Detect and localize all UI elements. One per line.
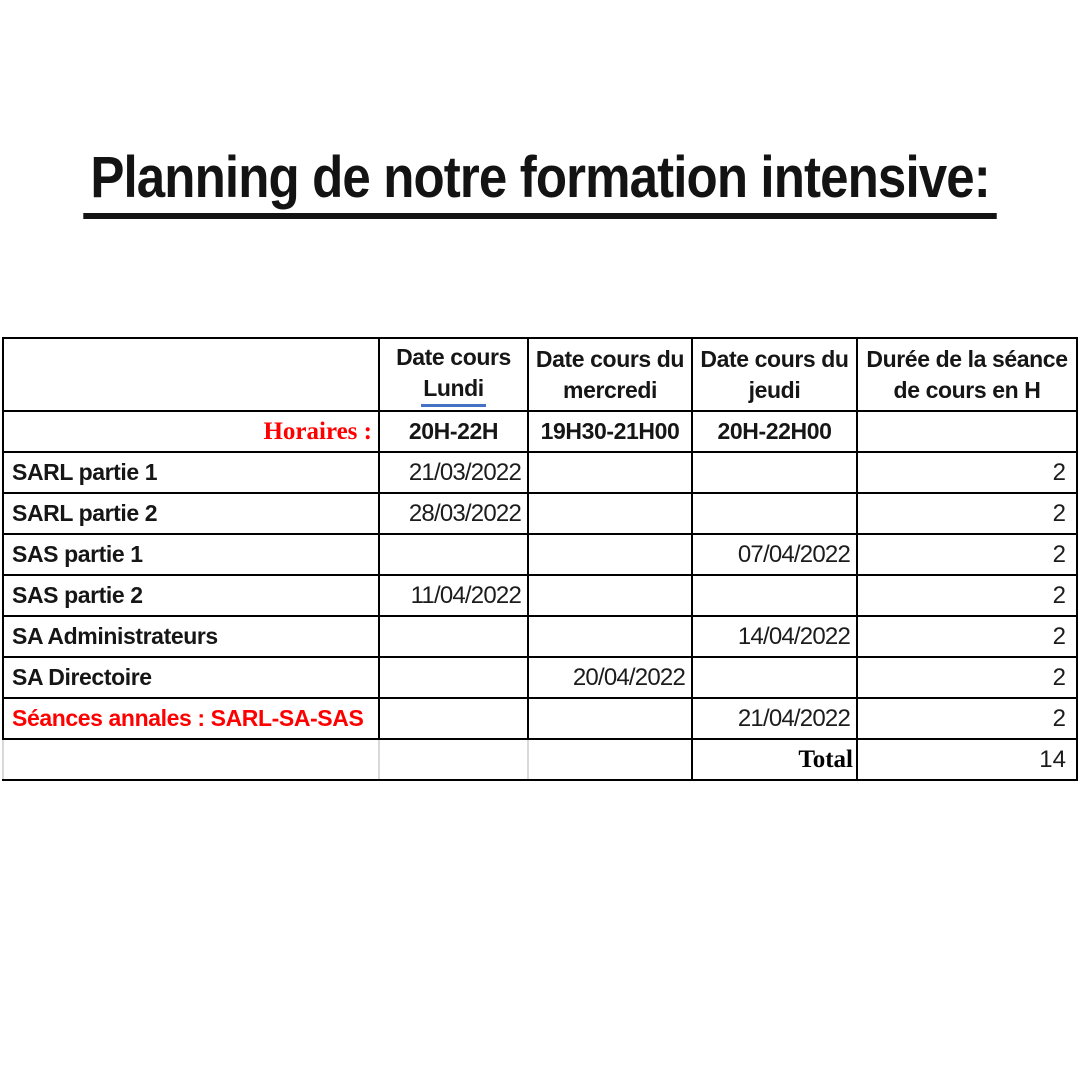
duree-value: 2 (857, 452, 1077, 493)
date-lundi: 11/04/2022 (379, 575, 528, 616)
column-header-duree-line2: de cours en H (893, 376, 1041, 403)
column-header-jeudi-line1: Date cours du (700, 345, 849, 372)
date-lundi: 28/03/2022 (379, 493, 528, 534)
row-label: SARL partie 2 (3, 493, 379, 534)
date-mercredi (528, 575, 692, 616)
table-row-seances-annales (3, 698, 1077, 739)
duree-value: 2 (857, 657, 1077, 698)
table-row-sa-directoire (3, 657, 1077, 698)
row-label: SA Administrateurs (3, 616, 379, 657)
date-jeudi: 07/04/2022 (692, 534, 857, 575)
date-jeudi (692, 575, 857, 616)
column-header-duree-line1: Durée de la séance (866, 345, 1068, 372)
date-mercredi (528, 616, 692, 657)
row-label: SAS partie 1 (3, 534, 379, 575)
date-jeudi (692, 452, 857, 493)
column-header-lundi (379, 338, 528, 411)
horaires-duree-empty (857, 411, 1077, 452)
table-row-sarl-partie-1 (3, 452, 1077, 493)
duree-value: 2 (857, 616, 1077, 657)
total-empty-3 (528, 739, 692, 780)
duree-value: 2 (857, 575, 1077, 616)
date-lundi (379, 657, 528, 698)
row-label: SA Directoire (3, 657, 379, 698)
planning-table (2, 337, 1078, 781)
date-lundi (379, 698, 528, 739)
total-label: Total (692, 739, 857, 780)
total-value: 14 (857, 739, 1077, 780)
column-header-jeudi (692, 338, 857, 411)
table-row-sas-partie-2 (3, 575, 1077, 616)
date-lundi (379, 534, 528, 575)
table-row-sas-partie-1 (3, 534, 1077, 575)
column-header-lundi-line1: Date cours (396, 344, 511, 370)
header-row (3, 338, 1077, 411)
horaires-jeudi: 20H-22H00 (692, 411, 857, 452)
row-label: Séances annales : SARL-SA-SAS (3, 698, 379, 739)
date-mercredi (528, 493, 692, 534)
date-mercredi (528, 698, 692, 739)
table-row-sa-administrateurs (3, 616, 1077, 657)
row-label: SAS partie 2 (3, 575, 379, 616)
date-mercredi: 20/04/2022 (528, 657, 692, 698)
date-lundi: 21/03/2022 (379, 452, 528, 493)
date-lundi (379, 616, 528, 657)
column-header-duree (857, 338, 1077, 411)
total-empty-1 (3, 739, 379, 780)
duree-value: 2 (857, 493, 1077, 534)
duree-value: 2 (857, 698, 1077, 739)
column-header-mercredi-line1: Date cours du (535, 345, 685, 372)
total-row (3, 739, 1077, 780)
column-header-jeudi-line2: jeudi (748, 376, 801, 403)
duree-value: 2 (857, 534, 1077, 575)
column-header-lundi-line2: Lundi (421, 373, 486, 407)
horaires-row (3, 411, 1077, 452)
page-title: Planning de notre formation intensive: (83, 144, 997, 219)
column-header-empty (3, 338, 379, 411)
column-header-mercredi-line2: mercredi (563, 376, 657, 403)
horaires-lundi: 20H-22H (379, 411, 528, 452)
page-title-container (0, 144, 1080, 219)
date-jeudi (692, 493, 857, 534)
total-empty-2 (379, 739, 528, 780)
table-row-sarl-partie-2 (3, 493, 1077, 534)
horaires-mercredi: 19H30-21H00 (528, 411, 692, 452)
horaires-label: Horaires : (3, 411, 379, 452)
date-mercredi (528, 452, 692, 493)
column-header-mercredi (528, 338, 692, 411)
date-jeudi: 14/04/2022 (692, 616, 857, 657)
row-label: SARL partie 1 (3, 452, 379, 493)
date-mercredi (528, 534, 692, 575)
date-jeudi: 21/04/2022 (692, 698, 857, 739)
date-jeudi (692, 657, 857, 698)
